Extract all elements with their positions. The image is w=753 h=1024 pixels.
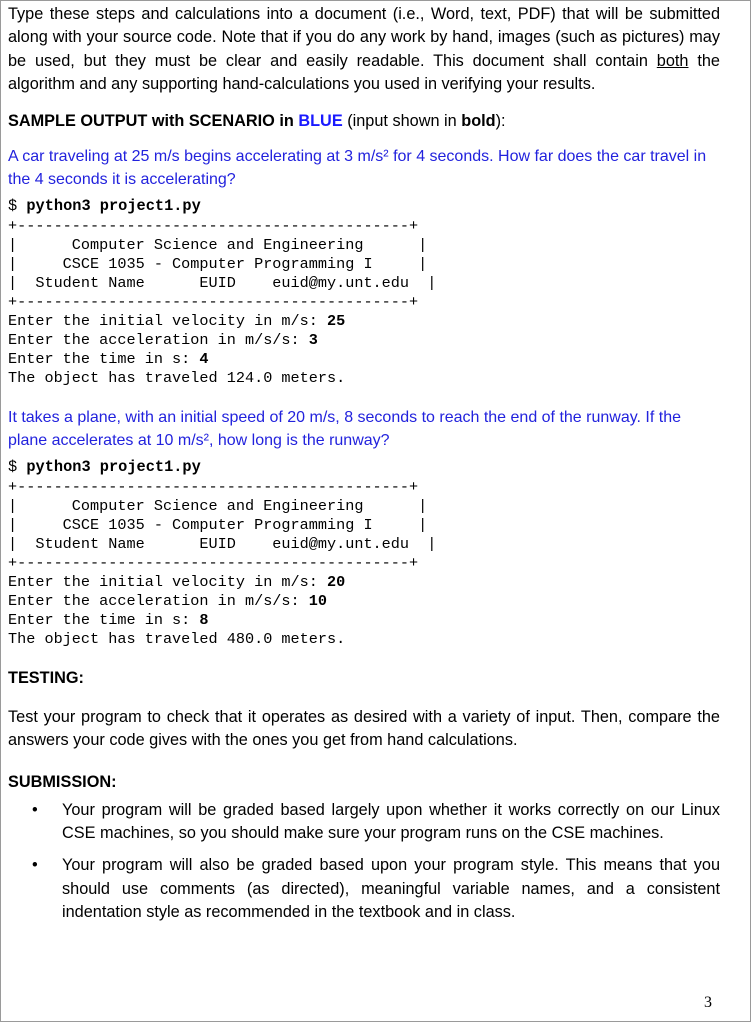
scenario-text: It takes a plane, with an initial speed of 20 m/s, 8 seconds to reach the end of the runway. If the plane accelerates at 10 m/s², how long is the runway? xyxy=(8,409,681,449)
input-value: 25 xyxy=(327,312,346,331)
testing-heading: TESTING: xyxy=(8,669,84,688)
example-2 xyxy=(8,407,720,649)
prompt-line: Enter the acceleration in m/s/s: 3 xyxy=(8,331,318,350)
input-value: 10 xyxy=(308,592,327,611)
submission-heading: SUBMISSION: xyxy=(8,772,117,791)
prompt-line: Enter the initial velocity in m/s: 20 xyxy=(8,573,346,592)
result-line: The object has traveled 124.0 meters. xyxy=(8,369,346,388)
page-content xyxy=(8,1,720,924)
prompt-line: Enter the initial velocity in m/s: 25 xyxy=(8,312,346,331)
emphasis-both: both xyxy=(656,51,689,70)
bullet-icon: • xyxy=(32,800,38,819)
banner-border: +-------------------------------------------+ xyxy=(8,217,419,236)
command-line: $ python3 project1.py xyxy=(8,458,201,477)
submission-list xyxy=(8,799,720,924)
command-line: $ python3 project1.py xyxy=(8,197,201,216)
banner-border: +-------------------------------------------+ xyxy=(8,293,419,312)
banner-line: | CSCE 1035 - Computer Programming I | xyxy=(8,516,428,535)
list-item: • Your program will be graded based largely upon whether it works correctly on our Linux CSE machines, so you should make sure your program runs on the CSE machines. xyxy=(32,800,720,843)
prompt-line: Enter the time in s: 8 xyxy=(8,611,209,630)
input-value: 3 xyxy=(308,331,318,350)
intro-paragraph: Type these steps and calculations into a document (i.e., Word, text, PDF) that will be submitted along with your source code. Note that if you do any work by hand, images (such as pictures) may be used, but they must be clear and easily readable. This document shall contain both the algorithm and any supporting hand-calculations you used in verifying your results. xyxy=(8,5,720,93)
banner-line: | Computer Science and Engineering | xyxy=(8,497,428,516)
input-value: 8 xyxy=(199,611,209,630)
input-value: 20 xyxy=(327,573,346,592)
result-line: The object has traveled 480.0 meters. xyxy=(8,630,346,649)
bullet-icon: • xyxy=(32,856,38,875)
sample-output-heading: SAMPLE OUTPUT with SCENARIO in BLUE (input shown in bold): xyxy=(8,112,506,131)
list-item: • Your program will also be graded based upon your program style. This means that you should use comments (as directed), meaningful variable names, and a consistent indentation style as recommended in the textbook and in class. xyxy=(32,856,720,921)
banner-border: +-------------------------------------------+ xyxy=(8,554,419,573)
banner-line: | Computer Science and Engineering | xyxy=(8,236,428,255)
example-1 xyxy=(8,146,720,388)
prompt-line: Enter the acceleration in m/s/s: 10 xyxy=(8,592,327,611)
banner-line: | Student Name EUID euid@my.unt.edu | xyxy=(8,274,437,293)
prompt-line: Enter the time in s: 4 xyxy=(8,350,209,369)
banner-line: | Student Name EUID euid@my.unt.edu | xyxy=(8,535,437,554)
page-number: 3 xyxy=(704,994,712,1011)
terminal-output xyxy=(8,478,720,649)
scenario-text: A car traveling at 25 m/s begins accelerating at 3 m/s² for 4 seconds. How far does the car travel in the 4 seconds it is accelerating? xyxy=(8,148,707,188)
terminal-output xyxy=(8,217,720,388)
testing-paragraph: Test your program to check that it operates as desired with a variety of input. Then, compare the answers your code gives with the ones you get from hand calculations. xyxy=(8,708,720,750)
input-value: 4 xyxy=(199,350,209,369)
banner-line: | CSCE 1035 - Computer Programming I | xyxy=(8,255,428,274)
banner-border: +-------------------------------------------+ xyxy=(8,478,419,497)
